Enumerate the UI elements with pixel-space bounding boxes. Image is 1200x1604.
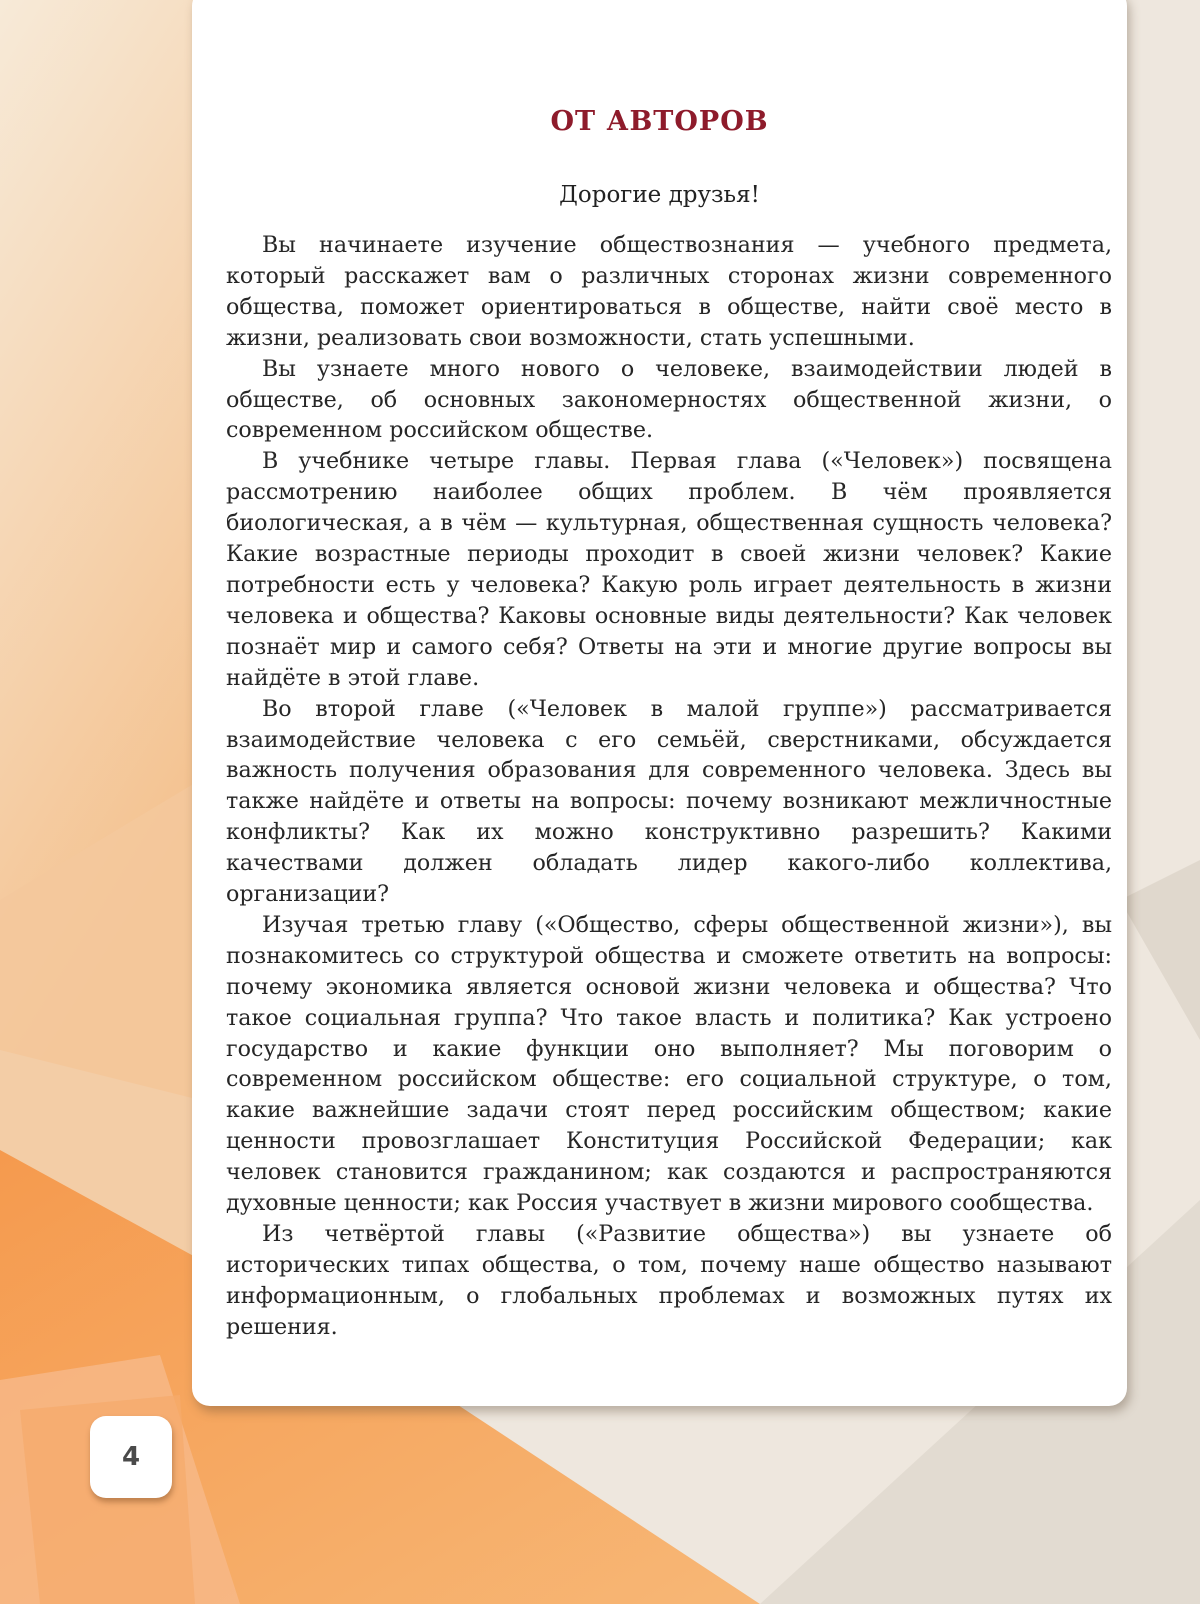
- greeting: Дорогие друзья!: [559, 182, 760, 208]
- paragraph: Вы узнаете много нового о человеке, взаимодействии людей в обществе, об основных закономерностях общественной жизни, о современном российском обществе.: [226, 355, 1112, 444]
- text-card: [192, 0, 1127, 1406]
- page-title: ОТ АВТОРОВ: [550, 106, 769, 137]
- paragraph: Во второй главе («Человек в малой группе») рассматривается взаимодействие человека с его семьёй, сверстниками, обсуждается важность получения образования для современного человека. Здесь вы также найдёте и ответы на вопросы: почему возникают межличностные конфликты? Как их можно конструктивно разрешить? Какими качествами должен обладать лидер какого-либо коллектива, организации?: [226, 695, 1112, 908]
- body-text: [226, 230, 1112, 1343]
- paragraph: Из четвёртой главы («Развитие общества») вы узнаете об исторических типах общества, о том, почему наше общество называют информационным, о глобальных проблемах и возможных путях их решения.: [226, 1221, 1112, 1340]
- paragraph: В учебнике четыре главы. Первая глава («Человек») посвящена рассмотрению наиболее общих проблем. В чём проявляется биологическая, а в чём — культурная, общественная сущность человека? Какие возрастные периоды проходит в своей жизни человек? Какие потребности есть у человека? Какую роль играет деятельность в жизни человека и общества? Каковы основные виды деятельности? Как человек познаёт мир и самого себя? Ответы на эти и многие другие вопросы вы найдёте в этой главе.: [226, 448, 1112, 691]
- paragraph: Изучая третью главу («Общество, сферы общественной жизни»), вы познакомитесь со структурой общества и сможете ответить на вопросы: почему экономика является основой жизни человека и общества? Что такое социальная группа? Что такое власть и политика? Как устроено государство и какие функции оно выполняет? Мы поговорим о современном российском обществе: его социальной структуре, о том, какие важнейшие задачи стоят перед российским обществом; какие ценности провозглашает Конституция Российской Федерации; как человек становится гражданином; как создаются и распространяются духовные ценности; как Россия участвует в жизни мирового сообщества.: [226, 911, 1112, 1217]
- paragraph: Вы начинаете изучение обществознания — учебного предмета, который расскажет вам о различных сторонах жизни современного общества, поможет ориентироваться в обществе, найти своё место в жизни, реализовать свои возможности, стать успешными.: [226, 232, 1112, 351]
- page-number: 4: [90, 1416, 172, 1498]
